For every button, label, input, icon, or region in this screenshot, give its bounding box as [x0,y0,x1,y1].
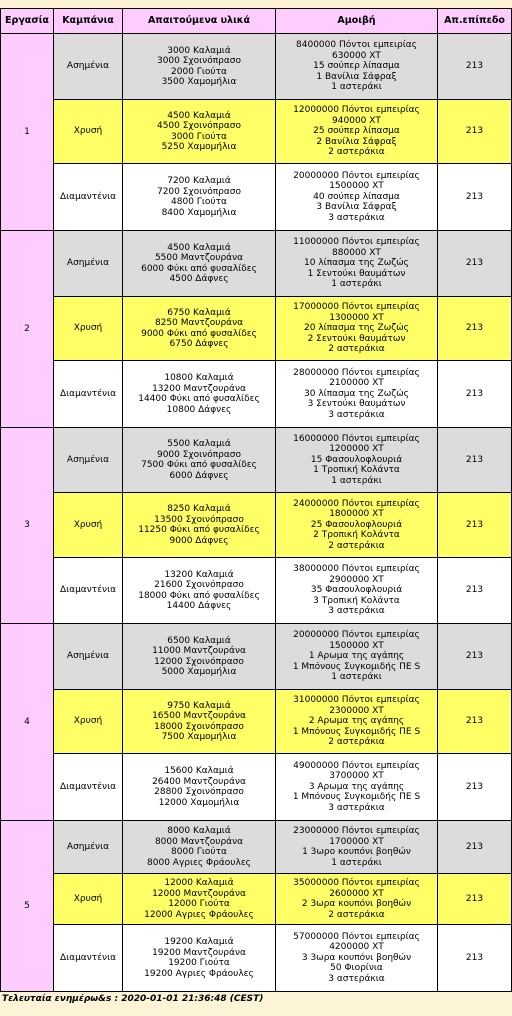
material-line: 26400 Μαντζουράνα [152,776,246,787]
reward-cell [276,925,438,992]
reward-line: 3 αστεράκια [328,973,385,984]
level-cell: 213 [438,754,512,821]
material-line: 14400 Δάφνες [166,601,232,611]
reward-line: 57000000 Πόντοι εμπειρίας [293,931,420,942]
reward-line: 15 Φασουλοφλουριά [310,454,403,465]
level-cell: 213 [438,821,512,874]
material-line: 8400 Χαμομήλια [161,207,237,218]
reward-line: 1 Σεντούκι θαυμάτων [307,268,406,279]
material-line: 8000 Αγριες Φράουλες [147,857,251,868]
material-line: 6750 Δάφνες [169,339,229,349]
material-line: 10800 Καλαμιά [164,373,234,383]
material-line: 4800 Γιούτα [171,197,227,207]
reward-cell [276,164,438,231]
material-line: 21600 Σχοινόπρασο [154,580,244,590]
ergasia-number: 2 [1,231,54,428]
header-reward: Αμοιβή [276,9,438,34]
reward-line: 1 3ωρο κουπόνι βοηθών [302,847,411,857]
level-cell: 213 [438,100,512,164]
campaign-cell: Ασημένια [54,428,123,493]
reward-line: 2 αστεράκια [328,540,385,551]
material-line: 8000 Καλαμιά [167,826,231,836]
level-cell: 213 [438,925,512,992]
reward-line: 1 αστεράκι [331,672,382,683]
reward-line: 2 αστεράκια [328,344,385,355]
level-cell: 213 [438,874,512,925]
reward-line: 3 Σεντούκι θαυμάτων [307,399,406,410]
reward-line: 940000 ΧΤ [332,115,381,126]
reward-cell [276,754,438,821]
reward-line: 1 Τροπική Κολάντα [313,465,400,476]
material-line: 11000 Μαντζουράνα [152,646,246,656]
level-cell: 213 [438,231,512,297]
material-line: 3500 Χαμομήλια [161,77,237,87]
materials-cell [123,493,276,558]
material-line: 4500 Δάφνες [169,274,229,284]
reward-cell [276,428,438,493]
material-line: 18000 Σχοινόπρασο [154,721,244,732]
reward-line: 25 σούπερ λίπασμα [313,126,400,137]
reward-line: 1 Μπόνους Συγκομιδής ΠΕ S [292,661,421,672]
material-line: 8250 Καλαμιά [167,504,231,514]
material-line: 6750 Καλαμιά [167,307,231,318]
material-line: 13200 Καλαμιά [164,569,234,580]
ergasia-number: 3 [1,428,54,624]
campaign-cell: Διαμαντένια [54,754,123,821]
reward-line: 1500000 ΧΤ [329,640,384,651]
table-row [1,754,512,821]
materials-cell [123,164,276,231]
reward-line: 15 σούπερ λίπασμα [313,61,400,72]
reward-line: 1700000 ΧΤ [329,836,384,847]
campaign-cell: Χρυσή [54,874,123,925]
table-row [1,100,512,164]
reward-cell [276,558,438,624]
table-row [1,493,512,558]
material-line: 7500 Φύκι από φυσαλίδες [141,460,257,470]
material-line: 12000 Χαμομήλια [158,797,240,808]
materials-cell [123,690,276,754]
reward-line: 1 αστεράκι [331,475,382,486]
campaign-cell: Διαμαντένια [54,558,123,624]
reward-line: 1 αστεράκι [331,857,382,868]
table-body [1,34,512,992]
ergasia-number: 5 [1,821,54,992]
table-row [1,361,512,428]
material-line: 9000 Σχοινόπρασο [156,449,241,460]
reward-line: 630000 ΧΤ [332,50,381,61]
material-line: 13200 Μαντζουράνα [152,383,246,394]
material-line: 19200 Καλαμιά [164,937,234,947]
material-line: 12000 Μαντζουράνα [152,888,246,899]
reward-line: 2 Σεντούκι θαυμάτων [307,333,406,344]
reward-cell [276,624,438,690]
reward-line: 1 Αρωμα της αγάπης [308,651,405,662]
materials-cell [123,231,276,297]
reward-line: 2 Αρωμα της αγάπης [308,716,405,727]
campaign-cell: Διαμαντένια [54,361,123,428]
table-row [1,297,512,361]
level-cell: 213 [438,361,512,428]
reward-line: 2 Τροπική Κολάντα [313,530,400,541]
materials-cell [123,34,276,100]
reward-cell [276,100,438,164]
material-line: 7200 Καλαμιά [167,176,231,186]
material-line: 11250 Φύκι από φυσαλίδες [138,525,260,535]
material-line: 19200 Μαντζουράνα [152,947,246,958]
materials-cell [123,558,276,624]
reward-line: 16000000 Πόντοι εμπειρίας [293,433,420,444]
table-row [1,874,512,925]
reward-cell [276,493,438,558]
material-line: 6500 Καλαμιά [167,635,231,646]
material-line: 8250 Μαντζουράνα [154,318,244,328]
material-line: 4500 Καλαμιά [167,110,231,121]
material-line: 4500 Καλαμιά [167,242,231,253]
reward-line: 1200000 ΧΤ [329,444,384,455]
reward-line: 3 Τροπική Κολάντα [313,595,400,606]
campaign-cell: Χρυσή [54,100,123,164]
reward-line: 3 αστεράκια [328,212,385,223]
header-row [1,9,512,34]
reward-cell [276,231,438,297]
header-level: Απ.επίπεδο [438,9,512,34]
level-cell: 213 [438,690,512,754]
reward-line: 4200000 ΧΤ [329,942,384,953]
reward-line: 3700000 ΧΤ [329,771,384,782]
material-line: 12000 Καλαμιά [164,878,234,888]
reward-line: 2 Βανίλια Σάφραξ [316,136,397,147]
material-line: 14400 Φύκι από φυσαλίδες [138,394,260,404]
table-row [1,558,512,624]
level-cell: 213 [438,34,512,100]
reward-line: 3 Βανίλια Σάφραξ [316,202,397,213]
table-row [1,821,512,874]
table-row [1,624,512,690]
material-line: 8000 Μαντζουράνα [154,836,244,847]
reward-line: 12000000 Πόντοι εμπειρίας [293,105,420,116]
reward-line: 3 3ωρα κουπόνι βοηθών [301,952,412,963]
materials-cell [123,428,276,493]
materials-cell [123,361,276,428]
reward-line: 38000000 Πόντοι εμπειρίας [293,564,420,575]
table-row [1,428,512,493]
materials-cell [123,925,276,992]
materials-cell [123,874,276,925]
reward-line: 40 σούπερ λίπασμα [313,191,400,202]
material-line: 4500 Σχοινόπρασο [156,121,241,131]
reward-line: 3 Αρωμα της αγάπης [308,781,405,792]
materials-cell [123,624,276,690]
reward-line: 31000000 Πόντοι εμπειρίας [293,695,420,706]
reward-cell [276,821,438,874]
reward-line: 880000 ΧΤ [332,247,381,258]
reward-line: 1300000 ΧΤ [329,312,384,323]
reward-line: 2100000 ΧΤ [329,378,384,389]
material-line: 9000 Φύκι από φυσαλίδες [141,328,257,339]
reward-line: 1 αστεράκι [331,279,382,290]
campaign-cell: Ασημένια [54,231,123,297]
campaign-cell: Ασημένια [54,624,123,690]
material-line: 8000 Γιούτα [171,847,227,857]
material-line: 18000 Φύκι από φυσαλίδες [138,590,260,601]
material-line: 13500 Σχοινόπρασο [154,514,244,525]
level-cell: 213 [438,164,512,231]
material-line: 12000 Γιούτα [168,899,230,909]
material-line: 9750 Καλαμιά [167,700,231,711]
reward-line: 35 Φασουλοφλουριά [310,585,403,596]
material-line: 3000 Γιούτα [171,131,227,142]
reward-line: 2 3ωρα κουπόνι βοηθών [301,899,412,909]
campaign-cell: Ασημένια [54,821,123,874]
reward-line: 8400000 Πόντοι εμπειρίας [296,40,417,51]
materials-cell [123,754,276,821]
reward-line: 1 αστεράκι [331,82,382,93]
reward-cell [276,297,438,361]
reward-line: 2 αστεράκια [328,737,385,748]
reward-line: 20 λίπασμα της Ζωζώς [304,323,409,334]
reward-cell [276,34,438,100]
reward-line: 11000000 Πόντοι εμπειρίας [293,237,420,248]
reward-line: 1500000 ΧΤ [329,181,384,192]
reward-line: 50 Φιορίνια [330,963,383,974]
table-row [1,690,512,754]
level-cell: 213 [438,624,512,690]
material-line: 16500 Μαντζουράνα [152,711,246,721]
reward-line: 35000000 Πόντοι εμπειρίας [293,878,420,888]
campaign-cell: Διαμαντένια [54,925,123,992]
campaign-cell: Ασημένια [54,34,123,100]
quests-table [0,8,512,992]
reward-line: 2 αστεράκια [328,909,385,920]
table-row [1,34,512,100]
reward-line: 49000000 Πόντοι εμπειρίας [293,760,420,771]
reward-line: 3 αστεράκια [328,409,385,420]
material-line: 15600 Καλαμιά [164,766,234,776]
reward-line: 20000000 Πόντοι εμπειρίας [293,170,420,181]
table-row [1,231,512,297]
material-line: 9000 Δάφνες [169,535,229,546]
reward-line: 2 αστεράκια [328,147,385,158]
reward-line: 3 αστεράκια [328,606,385,617]
material-line: 5500 Μαντζουράνα [154,253,244,263]
table-row [1,925,512,992]
material-line: 3000 Σχοινόπρασο [156,56,241,66]
material-line: 7500 Χαμομήλια [161,732,237,742]
level-cell: 213 [438,297,512,361]
campaign-cell: Χρυσή [54,297,123,361]
material-line: 12000 Σχοινόπρασο [154,656,244,667]
ergasia-number: 4 [1,624,54,821]
reward-cell [276,690,438,754]
reward-line: 17000000 Πόντοι εμπειρίας [293,302,420,313]
reward-line: 2300000 ΧΤ [329,705,384,716]
material-line: 10800 Δάφνες [166,404,232,415]
ergasia-number: 1 [1,34,54,231]
table-row [1,164,512,231]
reward-line: 1 Βανίλια Σάφραξ [316,71,397,82]
campaign-cell: Διαμαντένια [54,164,123,231]
materials-cell [123,297,276,361]
reward-line: 3 αστεράκια [328,802,385,813]
header-ergasia: Εργασία [1,9,54,34]
reward-line: 1 Μπόνους Συγκομιδής ΠΕ S [292,726,421,737]
material-line: 5000 Χαμομήλια [161,667,237,677]
level-cell: 213 [438,558,512,624]
header-campaign: Καμπάνια [54,9,123,34]
reward-line: 10 λίπασμα της Ζωζώς [304,258,409,269]
materials-cell [123,821,276,874]
material-line: 19200 Αγριες Φράουλες [144,968,254,979]
reward-line: 24000000 Πόντοι εμπειρίας [293,498,420,509]
material-line: 3000 Καλαμιά [167,45,231,56]
reward-line: 25 Φασουλοφλουριά [310,519,403,530]
material-line: 12000 Αγριες Φράουλες [144,909,254,920]
reward-line: 23000000 Πόντοι εμπειρίας [293,826,420,836]
reward-line: 2600000 ΧΤ [329,888,384,899]
reward-line: 28000000 Πόντοι εμπειρίας [293,367,420,378]
reward-cell [276,361,438,428]
level-cell: 213 [438,493,512,558]
reward-line: 1 Μπόνους Συγκομιδής ΠΕ S [292,792,421,803]
material-line: 2000 Γιούτα [171,66,227,77]
material-line: 28800 Σχοινόπρασο [154,787,244,797]
material-line: 19200 Γιούτα [168,958,230,968]
campaign-cell: Χρυσή [54,690,123,754]
reward-line: 20000000 Πόντοι εμπειρίας [293,630,420,641]
material-line: 5500 Καλαμιά [167,439,231,449]
material-line: 6000 Δάφνες [169,470,229,481]
reward-line: 2900000 ΧΤ [329,574,384,585]
reward-line: 1800000 ΧΤ [329,509,384,520]
reward-cell [276,874,438,925]
header-materials: Απαιτούμενα υλικά [123,9,276,34]
level-cell: 213 [438,428,512,493]
reward-line: 30 λίπασμα της Ζωζώς [304,388,409,399]
material-line: 6000 Φύκι από φυσαλίδες [141,263,257,274]
material-line: 7200 Σχοινόπρασο [156,186,241,197]
last-updated: Τελευταία ενημέρω&s : 2020-01-01 21:36:48 (CEST) [2,994,264,1004]
material-line: 5250 Χαμομήλια [161,142,237,152]
materials-cell [123,100,276,164]
campaign-cell: Χρυσή [54,493,123,558]
